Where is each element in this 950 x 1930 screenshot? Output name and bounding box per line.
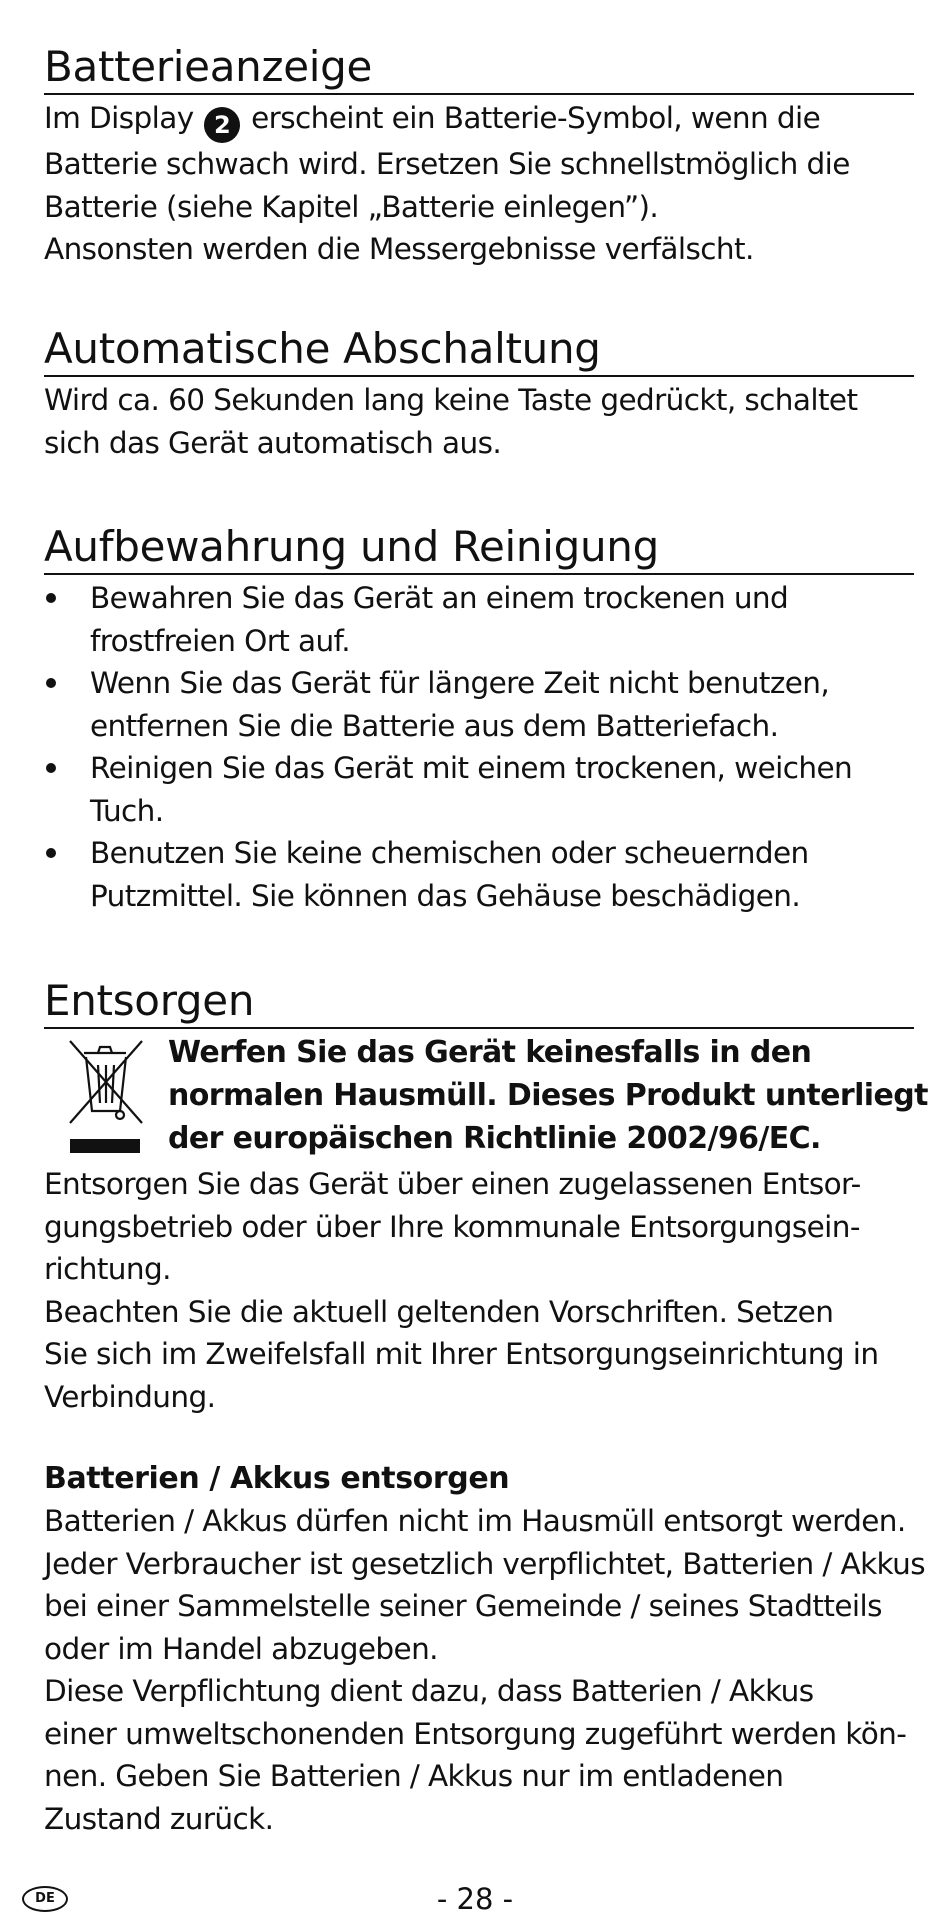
list-item	[44, 832, 914, 917]
battery-line-1	[44, 97, 914, 143]
batteries-p1-line-1: Batterien / Akkus dürfen nicht im Hausmüll entsorgt werden.	[44, 1504, 906, 1538]
batteries-p2-line-2: einer umweltschonenden Entsorgung zugeführt werden kön-	[44, 1716, 907, 1751]
bullet-line: frostfreien Ort auf.	[90, 623, 350, 658]
battery-line-4: Ansonsten werden die Messergebnisse verfälscht.	[44, 232, 754, 266]
auto-off-line-2: sich das Gerät automatisch aus.	[44, 425, 502, 460]
batteries-p1-line-2: Jeder Verbraucher ist gesetzlich verpflichtet, Batterien / Akkus	[44, 1546, 925, 1581]
subsection-title-batteries-disposal: Batterien / Akkus entsorgen	[44, 1461, 510, 1496]
section-auto-off	[44, 324, 914, 464]
disposal-p1-line-2: gungsbetrieb oder über Ihre kommunale Entsorgungsein-	[44, 1209, 860, 1244]
batteries-p1-line-3: bei einer Sammelstelle seiner Gemeinde / seines Stadtteils	[44, 1589, 882, 1623]
bullet-line: Benutzen Sie keine chemischen oder scheuernden	[90, 836, 809, 870]
disposal-p2-line-1: Beachten Sie die aktuell geltenden Vorschriften. Setzen	[44, 1294, 834, 1329]
weee-warning-line-1: Werfen Sie das Gerät keinesfalls in den	[168, 1035, 812, 1070]
battery-line-1-post: erscheint ein Batterie-Symbol, wenn die	[251, 101, 821, 135]
bullet-icon	[46, 593, 56, 603]
section-storage	[44, 522, 914, 917]
display-reference-number: 2	[204, 107, 240, 143]
page-number: - 28 -	[436, 1882, 514, 1916]
weee-warning-text	[168, 1031, 928, 1160]
batteries-p1-line-4: oder im Handel abzugeben.	[44, 1631, 438, 1666]
crossed-out-wheelie-bin-icon	[64, 1037, 146, 1161]
bullet-line: Wenn Sie das Gerät für längere Zeit nicht benutzen,	[90, 666, 830, 700]
section-title-disposal: Entsorgen	[44, 976, 914, 1029]
weee-warning-line-3: der europäischen Richtlinie 2002/96/EC.	[168, 1121, 821, 1156]
bullet-icon	[46, 678, 56, 688]
disposal-p2-line-2: Sie sich im Zweifelsfall mit Ihrer Entsorgungseinrichtung in	[44, 1337, 879, 1371]
bullet-line: entfernen Sie die Batterie aus dem Batteriefach.	[90, 708, 779, 743]
list-item	[44, 662, 914, 747]
language-badge: DE	[22, 1886, 68, 1912]
disposal-p1-line-3: richtung.	[44, 1252, 171, 1286]
batteries-p2-line-4: Zustand zurück.	[44, 1801, 274, 1836]
bullet-icon	[46, 763, 56, 773]
battery-line-1-pre: Im Display	[44, 101, 194, 135]
bullet-line: Reinigen Sie das Gerät mit einem trockenen, weichen	[90, 751, 853, 785]
batteries-p2-line-3: nen. Geben Sie Batterien / Akkus nur im entladenen	[44, 1759, 784, 1793]
disposal-p1-line-1: Entsorgen Sie das Gerät über einen zugelassenen Entsor-	[44, 1167, 861, 1201]
weee-warning	[44, 1031, 928, 1163]
list-item	[44, 747, 914, 832]
batteries-p2-line-1: Diese Verpflichtung dient dazu, dass Batterien / Akkus	[44, 1674, 814, 1708]
storage-bullet-list	[44, 577, 914, 917]
weee-warning-line-2: normalen Hausmüll. Dieses Produkt unterliegt	[168, 1078, 928, 1113]
battery-line-2: Batterie schwach wird. Ersetzen Sie schnellstmöglich die	[44, 147, 850, 181]
section-batteries-disposal	[44, 1458, 925, 1840]
section-battery	[44, 42, 914, 271]
page-footer	[0, 1882, 950, 1922]
auto-off-line-1: Wird ca. 60 Sekunden lang keine Taste gedrückt, schaltet	[44, 383, 858, 417]
disposal-p2-line-3: Verbindung.	[44, 1379, 216, 1414]
section-disposal	[44, 976, 928, 1418]
bullet-icon	[46, 848, 56, 858]
bullet-line: Bewahren Sie das Gerät an einem trockenen und	[90, 581, 789, 615]
bullet-line: Putzmittel. Sie können das Gehäuse beschädigen.	[90, 878, 801, 913]
section-title-battery: Batterieanzeige	[44, 42, 914, 95]
list-item	[44, 577, 914, 662]
section-title-auto-off: Automatische Abschaltung	[44, 324, 914, 377]
section-title-storage: Aufbewahrung und Reinigung	[44, 522, 914, 575]
battery-line-3: Batterie (siehe Kapitel „Batterie einlegen”).	[44, 189, 659, 224]
bullet-line: Tuch.	[90, 793, 164, 828]
